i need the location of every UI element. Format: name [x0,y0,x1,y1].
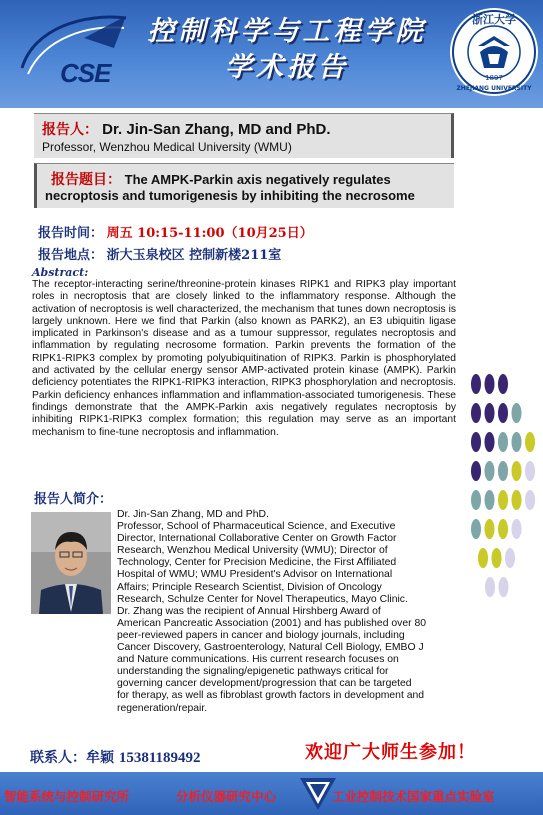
topic-box [34,163,454,208]
footer-institute-3: 工业控制技术国家重点实验室 [332,789,495,804]
seal-year: 1897 [485,74,503,82]
footer-institute-1: 智能系统与控制研究所 [4,789,130,804]
speaker-box [34,113,454,158]
decorative-dot [499,577,509,597]
decorative-dot [512,490,522,510]
speaker-line [42,119,331,139]
decorative-dot [498,403,508,423]
bio-label: 报告人简介： [34,492,113,507]
decorative-dot [492,548,502,568]
bio-line: American Pancreatic Association (2001) and has published over 80 [117,617,427,629]
decorative-dot [485,577,495,597]
title-line-1: 控制科学与工程学院 [147,16,427,47]
bio-line: peer-reviewed papers in cancer and biology journals, including [117,629,405,641]
place-value: 浙大玉泉校区 控制新楼211室 [106,248,282,263]
seal-name: 浙江大学 [472,13,516,26]
bio-line: Dr. Zhang was the recipient of Annual Hirshberg Award of [117,605,381,617]
decorative-dot [512,461,522,481]
decorative-dot [485,461,495,481]
bio-line: Technology, Center for Precision Medicine, the First Affiliated [117,557,397,569]
decorative-dot [485,432,495,452]
footer-banner [0,772,543,815]
decorative-dot [471,403,481,423]
contact-row [30,747,201,767]
speaker-photo [31,512,111,614]
decorative-dot [512,403,522,423]
seal-english: ZHEJIANG UNIVERSITY [456,85,532,92]
speaker-name: Dr. Jin-San Zhang, MD and PhD. [102,121,331,138]
contact-label: 联系人：牟颖 [30,750,114,766]
header-banner [0,0,543,108]
decorative-dot [485,403,495,423]
speaker-label: 报告人： [42,122,98,138]
footer-institute-2: 分析仪器研究中心 [176,789,277,804]
topic-title-part2: necroptosis and tumorigenesis by inhibiting the necrosome [45,188,415,203]
bio-line: Research, Schulze Center for Novel Therapeutics, Mayo Clinic. [117,593,408,605]
time-label: 报告时间： [38,226,104,241]
time-value: 周五 10:15-11:00（10月25日） [106,226,313,241]
cse-logo-text: CSE [60,58,111,88]
decorative-dot [485,374,495,394]
decorative-dot [498,374,508,394]
decorative-dot [485,490,495,510]
bio-line: Hospital of WMU; WMU President's Advisor on International [117,569,393,581]
decorative-dot [512,519,522,539]
bio-line: for therapy, as well as fibroblast growth factors in development and [117,690,425,702]
topic-title-part1: The AMPK-Parkin axis negatively regulates [124,172,391,187]
decorative-dot [525,490,535,510]
topic-line-1 [51,169,391,189]
decorative-dot [471,519,481,539]
bio-line: and Nature communications. His current research focuses on [117,654,399,666]
bio-line: understanding the signaling/epigenetic pathways critical for [117,666,389,678]
bio-line: Affairs; Principle Research Scientist, Division of Oncology [117,581,382,593]
decorative-dot [498,461,508,481]
decorative-dot [525,432,535,452]
topic-label: 报告题目： [51,172,121,188]
bio-line: governing cancer development/progression that can be targeted [117,678,412,690]
decorative-dot [478,548,488,568]
decorative-dot [471,374,481,394]
bio-line: Dr. Jin-San Zhang, MD and PhD. [117,509,269,520]
decorative-dot [498,519,508,539]
place-label: 报告地点： [38,248,104,263]
speaker-affiliation: Professor, Wenzhou Medical University (WMU) [42,140,292,154]
decorative-dot [471,461,481,481]
time-row [38,222,313,241]
bio-line: Cancer Discovery, Gastroenterology, Natural Cell Biology, EMBO J [117,642,424,654]
bio-line: Research, Wenzhou Medical University (WMU); Director of [117,545,388,557]
zju-seal-icon [448,6,540,98]
decorative-dot [525,461,535,481]
title-line-2: 学术报告 [225,52,349,83]
decorative-dot [471,490,481,510]
welcome-text: 欢迎广大师生参加！ [305,742,476,763]
bio-line: regeneration/repair. [117,702,208,714]
abstract-label: Abstract: [32,266,89,279]
abstract-text: The receptor-interacting serine/threonine-protein kinases RIPK1 and RIPK3 play important roles in necroptosis that are closely linked to the inflammatory response. Although the activation of necroptosis is well characterized, the mechanism that tunes down necroptosis is largely unknown. Here we find that Parkin (also known as PARK2), an E3 ubiquitin ligase implicated in Parkinson's disease and as a tumour suppressor, regulates necroptosis and inflammation by regulating necrosome formation. Parkin prevents the formation of the RIPK1-RIPK3 complex by promoting polyubiquitination of RIPK3. Parkin is phosphorylated and activated by the cellular energy sensor AMP-activated protein kinase (AMPK). Parkin deficiency potentiates the RIPK1-RIPK3 interaction, RIPK3 phosphorylation and necroptosis. Parkin deficiency enhances inflammation and inflammation-associated tumorigenesis. These findings demonstrate that the AMPK-Parkin axis negatively regulates necroptosis by inhibiting RIPK1-RIPK3 complex formation; this regulation may serve as an important mechanism to fine-tune necroptosis and inflammation. [32,279,456,438]
bio-line: Professor, School of Pharmaceutical Science, and Executive [117,521,396,533]
decorative-dot [498,490,508,510]
place-row [38,244,281,263]
decorative-dot [498,432,508,452]
contact-phone: 15381189492 [118,750,201,766]
bio-line: Director, International Collaborative Center on Growth Factor [117,533,397,545]
bio-text [117,509,462,715]
decorative-dots [470,372,540,612]
decorative-dot [485,519,495,539]
page-title [128,14,446,86]
decorative-dot [505,548,515,568]
decorative-dot [471,432,481,452]
decorative-dot [512,432,522,452]
